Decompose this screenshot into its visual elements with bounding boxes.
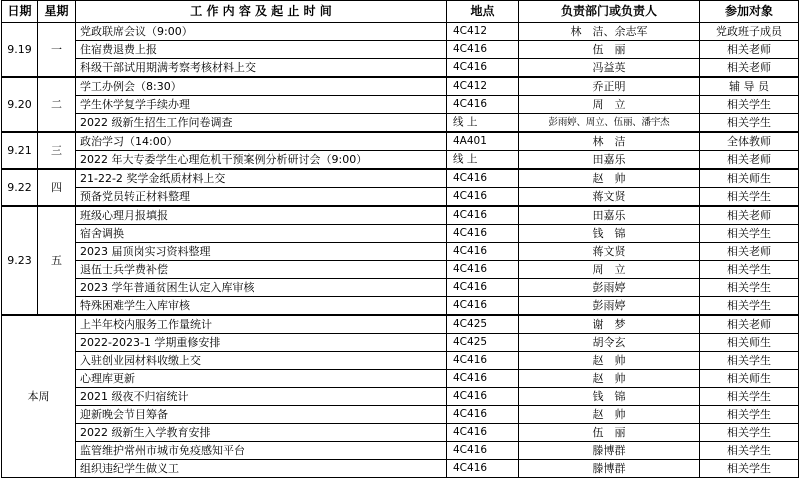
participants-cell: 相关老师 (700, 151, 799, 170)
weekday-cell: 五 (38, 206, 76, 315)
header-participants: 参加对象 (700, 1, 799, 23)
participants-cell: 相关老师 (700, 206, 799, 225)
location-cell: 线 上 (447, 114, 519, 133)
date-cell: 9.22 (2, 169, 38, 206)
task-cell: 政治学习（14:00） (76, 132, 447, 151)
responsible-cell: 赵 帅 (519, 406, 700, 424)
responsible-cell: 赵 帅 (519, 352, 700, 370)
table-row (2, 188, 799, 207)
table-row (2, 388, 799, 406)
responsible-cell: 蒋文贤 (519, 188, 700, 207)
table-row (2, 315, 799, 334)
responsible-cell: 滕博群 (519, 442, 700, 460)
task-cell: 2022 年大专委学生心理危机干预案例分析研讨会（9:00） (76, 151, 447, 170)
participants-cell: 相关学生 (700, 279, 799, 297)
table-row (2, 243, 799, 261)
participants-cell: 相关学生 (700, 261, 799, 279)
responsible-cell: 林 洁、余志军 (519, 23, 700, 41)
participants-cell: 相关学生 (700, 225, 799, 243)
header-row (2, 1, 799, 23)
location-cell: 4C416 (447, 169, 519, 188)
participants-cell: 相关学生 (700, 188, 799, 207)
task-cell: 2022-2023-1 学期重修安排 (76, 334, 447, 352)
task-cell: 入驻创业园材料收缴上交 (76, 352, 447, 370)
responsible-cell: 滕博群 (519, 460, 700, 478)
location-cell: 4C425 (447, 315, 519, 334)
table-row (2, 424, 799, 442)
location-cell: 4C416 (447, 424, 519, 442)
location-cell: 4C416 (447, 188, 519, 207)
responsible-cell: 赵 帅 (519, 169, 700, 188)
header-content: 工 作 内 容 及 起 止 时 间 (76, 1, 447, 23)
location-cell: 4C416 (447, 279, 519, 297)
location-cell: 4C416 (447, 406, 519, 424)
task-cell: 2022 级新生招生工作问卷调查 (76, 114, 447, 133)
location-cell: 4C416 (447, 96, 519, 114)
date-cell: 本周 (2, 315, 76, 478)
participants-cell: 相关师生 (700, 169, 799, 188)
table-row (2, 352, 799, 370)
responsible-cell: 伍 丽 (519, 41, 700, 59)
task-cell: 监管维护常州市城市免疫感知平台 (76, 442, 447, 460)
table-row (2, 334, 799, 352)
responsible-cell: 钱 锦 (519, 388, 700, 406)
location-cell: 4C412 (447, 23, 519, 41)
table-row (2, 41, 799, 59)
participants-cell: 相关老师 (700, 315, 799, 334)
participants-cell: 相关师生 (700, 370, 799, 388)
task-cell: 2023 届顶岗实习资料整理 (76, 243, 447, 261)
weekday-cell: 三 (38, 132, 76, 169)
responsible-cell: 周 立 (519, 261, 700, 279)
responsible-cell: 彭雨婷 (519, 279, 700, 297)
location-cell: 4C416 (447, 41, 519, 59)
responsible-cell: 蒋文贤 (519, 243, 700, 261)
participants-cell: 相关学生 (700, 114, 799, 133)
weekly-schedule-table (1, 0, 799, 478)
responsible-cell: 彭雨婷 (519, 297, 700, 316)
table-row (2, 460, 799, 478)
date-cell: 9.23 (2, 206, 38, 315)
task-cell: 上半年校内服务工作量统计 (76, 315, 447, 334)
table-row (2, 225, 799, 243)
participants-cell: 全体教师 (700, 132, 799, 151)
participants-cell: 相关老师 (700, 41, 799, 59)
location-cell: 4C416 (447, 352, 519, 370)
location-cell: 4C416 (447, 297, 519, 316)
task-cell: 2022 级新生入学教育安排 (76, 424, 447, 442)
location-cell: 4C416 (447, 388, 519, 406)
task-cell: 学生休学复学手续办理 (76, 96, 447, 114)
responsible-cell: 伍 丽 (519, 424, 700, 442)
table-row (2, 297, 799, 316)
table-row (2, 206, 799, 225)
participants-cell: 相关学生 (700, 460, 799, 478)
header-responsible: 负责部门或负责人 (519, 1, 700, 23)
participants-cell: 相关学生 (700, 96, 799, 114)
date-cell: 9.20 (2, 77, 38, 132)
task-cell: 班级心理月报填报 (76, 206, 447, 225)
weekday-cell: 二 (38, 77, 76, 132)
weekday-cell: 一 (38, 23, 76, 78)
header-weekday: 星期 (38, 1, 76, 23)
participants-cell: 相关学生 (700, 297, 799, 316)
participants-cell: 党政班子成员 (700, 23, 799, 41)
location-cell: 4C416 (447, 206, 519, 225)
table-row (2, 59, 799, 78)
table-row (2, 114, 799, 133)
responsible-cell: 谢 梦 (519, 315, 700, 334)
location-cell: 4A401 (447, 132, 519, 151)
participants-cell: 相关师生 (700, 334, 799, 352)
task-cell: 21-22-2 奖学金纸质材料上交 (76, 169, 447, 188)
responsible-cell: 胡令玄 (519, 334, 700, 352)
participants-cell: 相关学生 (700, 406, 799, 424)
location-cell: 4C416 (447, 59, 519, 78)
task-cell: 2021 级夜不归宿统计 (76, 388, 447, 406)
task-cell: 组织违纪学生做义工 (76, 460, 447, 478)
schedule-body (2, 23, 799, 478)
date-cell: 9.19 (2, 23, 38, 78)
table-row (2, 77, 799, 96)
participants-cell: 相关老师 (700, 59, 799, 78)
responsible-cell: 田嘉乐 (519, 206, 700, 225)
location-cell: 4C416 (447, 243, 519, 261)
task-cell: 迎新晚会节目筹备 (76, 406, 447, 424)
task-cell: 退伍士兵学费补偿 (76, 261, 447, 279)
task-cell: 2023 学年普通贫困生认定入库审核 (76, 279, 447, 297)
location-cell: 4C412 (447, 77, 519, 96)
task-cell: 住宿费退费上报 (76, 41, 447, 59)
participants-cell: 相关老师 (700, 243, 799, 261)
responsible-cell: 周 立 (519, 96, 700, 114)
responsible-cell: 乔正明 (519, 77, 700, 96)
table-row (2, 406, 799, 424)
responsible-cell: 林 洁 (519, 132, 700, 151)
table-row (2, 442, 799, 460)
table-row (2, 151, 799, 170)
location-cell: 4C416 (447, 370, 519, 388)
location-cell: 4C416 (447, 460, 519, 478)
task-cell: 特殊困难学生入库审核 (76, 297, 447, 316)
task-cell: 科级干部试用期满考察考核材料上交 (76, 59, 447, 78)
location-cell: 线 上 (447, 151, 519, 170)
weekday-cell: 四 (38, 169, 76, 206)
table-row (2, 96, 799, 114)
table-row (2, 132, 799, 151)
responsible-cell: 赵 帅 (519, 370, 700, 388)
table-row (2, 23, 799, 41)
task-cell: 预备党员转正材料整理 (76, 188, 447, 207)
table-row (2, 370, 799, 388)
task-cell: 宿舍调换 (76, 225, 447, 243)
responsible-cell: 钱 锦 (519, 225, 700, 243)
location-cell: 4C416 (447, 442, 519, 460)
participants-cell: 相关学生 (700, 388, 799, 406)
responsible-cell: 冯益英 (519, 59, 700, 78)
task-cell: 党政联席会议（9:00） (76, 23, 447, 41)
location-cell: 4C425 (447, 334, 519, 352)
responsible-cell: 田嘉乐 (519, 151, 700, 170)
task-cell: 学工办例会（8:30） (76, 77, 447, 96)
header-date: 日期 (2, 1, 38, 23)
date-cell: 9.21 (2, 132, 38, 169)
table-row (2, 261, 799, 279)
table-row (2, 279, 799, 297)
participants-cell: 相关学生 (700, 442, 799, 460)
location-cell: 4C416 (447, 225, 519, 243)
participants-cell: 相关学生 (700, 424, 799, 442)
participants-cell: 辅 导 员 (700, 77, 799, 96)
task-cell: 心理库更新 (76, 370, 447, 388)
table-row (2, 169, 799, 188)
responsible-cell: 彭雨婷、周立、伍丽、潘宇杰 (519, 114, 700, 133)
participants-cell: 相关学生 (700, 352, 799, 370)
location-cell: 4C416 (447, 261, 519, 279)
header-location: 地点 (447, 1, 519, 23)
